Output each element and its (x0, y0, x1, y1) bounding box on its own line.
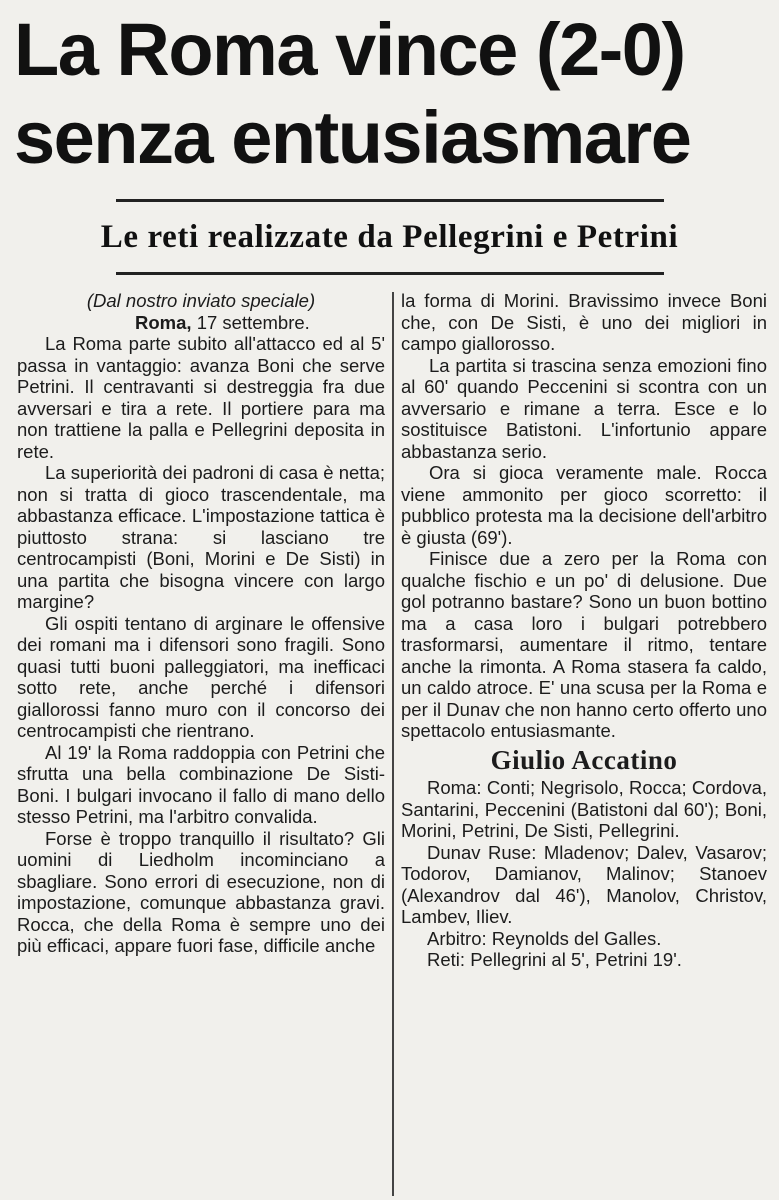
lineup-label: Reti: (427, 949, 466, 970)
article-paragraph: Gli ospiti tentano di arginare le offensive dei romani ma i difensori sono fragili. Sono quasi tutti buoni palleggiatori, ma inefficaci sotto rete, anche perché i difensori giallorossi fanno muro con il concorso dei centrocampisti che rientrano. (17, 612, 385, 741)
referee (401, 928, 767, 950)
article-paragraph: la forma di Morini. Bravissimo invece Boni che, con De Sisti, è uno dei migliori in campo giallorosso. (401, 290, 767, 354)
lineup-label: Arbitro: (427, 927, 487, 949)
headline-line-1: La Roma vince (2-0) (14, 8, 685, 91)
lineup-text: Reynolds del Galles. (491, 927, 662, 949)
dateline (17, 312, 385, 334)
lineup-dunav (401, 842, 767, 928)
bottom-rule (116, 272, 664, 275)
author-signature: Giulio Accatino (490, 744, 678, 775)
article-paragraph: La partita si trascina senza emozioni fino al 60' quando Peccenini si scontra con un avversario e rimane a terra. Esce e lo sostituisce Batistoni. L'infortunio appare abbastanza serio. (401, 354, 767, 462)
lineup-roma (401, 777, 767, 842)
article-paragraph: Al 19' la Roma raddoppia con Petrini che sfrutta una bella combinazione De Sisti-Boni. I bulgari invocano il fallo di mano dello stesso Petrini, ma l'arbitro convalida. (17, 741, 385, 827)
lineup-text: Mladenov; Dalev, Vasarov; Todorov, Damianov, Malinov; Stanoev (Alexandrov dal 46'), Manolov, Christov, Lambev, Iliev. (401, 841, 767, 927)
lineup-text: Conti; Negrisolo, Rocca; Cordova, Santarini, Peccenini (Batistoni dal 60'); Boni, Morini, Petrini, De Sisti, Pellegrini. (401, 777, 767, 841)
headline-line-2: senza entusiasmare (14, 96, 691, 179)
article-paragraph: Finisce due a zero per la Roma con qualche fischio e un po' di delusione. Due gol potranno bastare? Sono un buon bottino ma a casa loro i bulgari potrebbero trasformarsi, aumentare il ritmo, tentare anche la rimonta. A Roma stasera fa caldo, un caldo atroce. E' una scusa per la Roma e per il Dunav che non hanno certo offerto uno spettacolo entusiasmante. (401, 548, 767, 741)
lineup-label: Roma: (427, 777, 482, 798)
article-paragraph: Forse è troppo tranquillo il risultato? Gli uomini di Liedholm incominciano a sbagliare. Sono errori di esecuzione, non di impostazione, comunque abbastanza gravi. Rocca, che della Roma è sempre uno dei più efficaci, appare fuori fase, difficile anche (17, 827, 385, 956)
top-rule (116, 199, 664, 202)
article-paragraph: La Roma parte subito all'attacco ed al 5' passa in vantaggio: avanza Boni che serve Petrini. Il centravanti si destreggia fra due avversari e tira a rete. Il portiere para ma non trattiene la palla e Pellegrini deposita in rete. (17, 333, 385, 462)
dateline-place: Roma, (135, 311, 192, 333)
source-note: (Dal nostro inviato speciale) (86, 290, 316, 311)
column-divider (392, 292, 394, 1196)
lineup-text: Pellegrini al 5', Petrini 19'. (470, 949, 682, 970)
article-column-left (17, 290, 385, 1196)
article-paragraph: Ora si gioca veramente male. Rocca viene ammonito per gioco scorretto: il pubblico protesta ma la decisione dell'arbitro è giusta (69'). (401, 462, 767, 548)
dateline-date: 17 settembre. (196, 311, 310, 333)
headline (14, 6, 774, 182)
lineups (401, 777, 767, 971)
lineup-label: Dunav Ruse: (427, 841, 537, 863)
article-paragraph: La superiorità dei padroni di casa è netta; non si tratta di gioco trascendentale, ma abbastanza efficace. L'impostazione tattica è piuttosto strana: si lasciano tre centrocampisti (Boni, Morini e De Sisti) in una partita che bisogna vincere con largo margine? (17, 462, 385, 612)
goals (401, 949, 767, 971)
article-column-right (401, 290, 767, 1196)
subheadline: Le reti realizzate da Pellegrini e Petrini (100, 219, 679, 255)
